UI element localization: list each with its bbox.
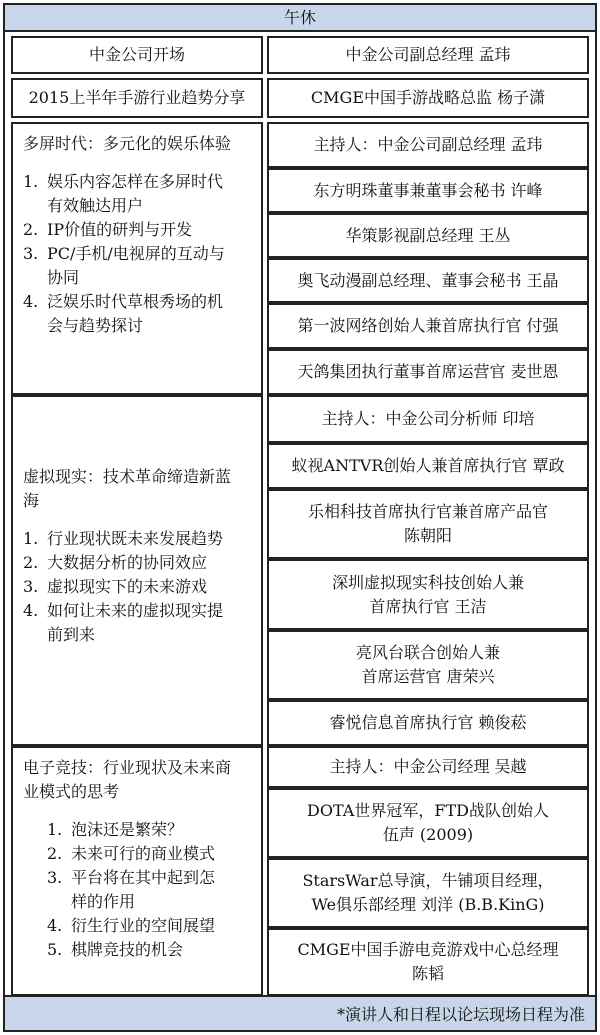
topic-item: 4. 如何让未来的虚拟现实提 前到来 [23, 601, 224, 644]
speaker-cell: 主持人：中金公司经理 吴越 [267, 746, 589, 788]
speaker-cell: 亮风台联合创始人兼 首席运营官 唐荣兴 [267, 630, 589, 700]
speaker-cell: 第一波网络创始人兼首席执行官 付强 [267, 303, 589, 349]
topic-item: 4. 泛娱乐时代草根秀场的机 会与趋势探讨 [23, 292, 224, 335]
speaker-cell: 奥飞动漫副总经理、董事会秘书 王晶 [267, 258, 589, 303]
session-multiscreen-title: 多屏时代：多元化的娱乐体验 [23, 134, 232, 153]
session-vr-topics [23, 527, 251, 647]
speaker-cell: 乐相科技首席执行官兼首席产品官 陈朝阳 [267, 489, 589, 559]
speaker-cell: DOTA世界冠军，FTD战队创始人 伍声 (2009) [267, 788, 589, 858]
session-esports-topic [11, 746, 263, 996]
topic-item: 1. 行业现状既未来发展趋势 [23, 529, 224, 548]
session-vr-topic [11, 395, 263, 746]
session-multiscreen-topics [23, 170, 251, 338]
topic-item: 3. 虚拟现实下的未来游戏 [23, 577, 208, 596]
speaker-cell: 天鸽集团执行董事首席运营官 麦世恩 [267, 349, 589, 395]
speaker-cell: 深圳虚拟现实科技创始人兼 首席执行官 王洁 [267, 559, 589, 630]
topic-item: 5. 棋牌竞技的机会 [47, 940, 184, 959]
session-vr-title: 虚拟现实：技术革命缔造新蓝 海 [23, 467, 232, 510]
topic-item: 3. PC/手机/电视屏的互动与 协同 [23, 244, 225, 287]
opening-speaker-cell: 中金公司副总经理 孟玮 [267, 36, 589, 74]
speaker-cell: 睿悦信息首席执行官 赖俊菘 [267, 700, 589, 746]
speaker-cell: 蚁视ANTVR创始人兼首席执行官 覃政 [267, 443, 589, 489]
session-esports-topics [23, 818, 251, 962]
speaker-cell: 主持人：中金公司副总经理 孟玮 [267, 122, 589, 168]
trend-share-session-cell: 2015上半年手游行业趋势分享 [11, 78, 263, 118]
topic-item: 4. 衍生行业的空间展望 [47, 916, 216, 935]
opening-session-cell: 中金公司开场 [11, 36, 263, 74]
session-esports-title: 电子竞技：行业现状及未来商 业模式的思考 [23, 758, 232, 801]
topic-item: 2. 大数据分析的协同效应 [23, 553, 208, 572]
trend-share-speaker-cell: CMGE中国手游战略总监 杨子潇 [267, 78, 589, 118]
topic-item: 3. 平台将在其中起到怎 样的作用 [47, 868, 216, 911]
speaker-cell: 东方明珠董事兼董事会秘书 许峰 [267, 168, 589, 213]
lunch-break-band: 午休 [5, 5, 595, 32]
speaker-cell: CMGE中国手游电竞游戏中心总经理 陈韬 [267, 928, 589, 996]
session-multiscreen-topic [11, 122, 263, 395]
speaker-cell: 主持人：中金公司分析师 印培 [267, 395, 589, 443]
speaker-cell: 华策影视副总经理 王丛 [267, 213, 589, 258]
footnote-band: *演讲人和日程以论坛现场日程为准 [5, 995, 595, 1030]
topic-item: 1. 娱乐内容怎样在多屏时代 有效触达用户 [23, 172, 224, 215]
schedule-table [3, 3, 597, 1032]
speaker-cell: StarsWar总导演，牛铺项目经理， We俱乐部经理 刘洋 (B.B.KinG) [267, 858, 589, 928]
topic-item: 2. 未来可行的商业模式 [47, 844, 216, 863]
topic-item: 1. 泡沫还是繁荣？ [47, 820, 184, 839]
topic-item: 2. IP价值的研判与开发 [23, 220, 193, 239]
